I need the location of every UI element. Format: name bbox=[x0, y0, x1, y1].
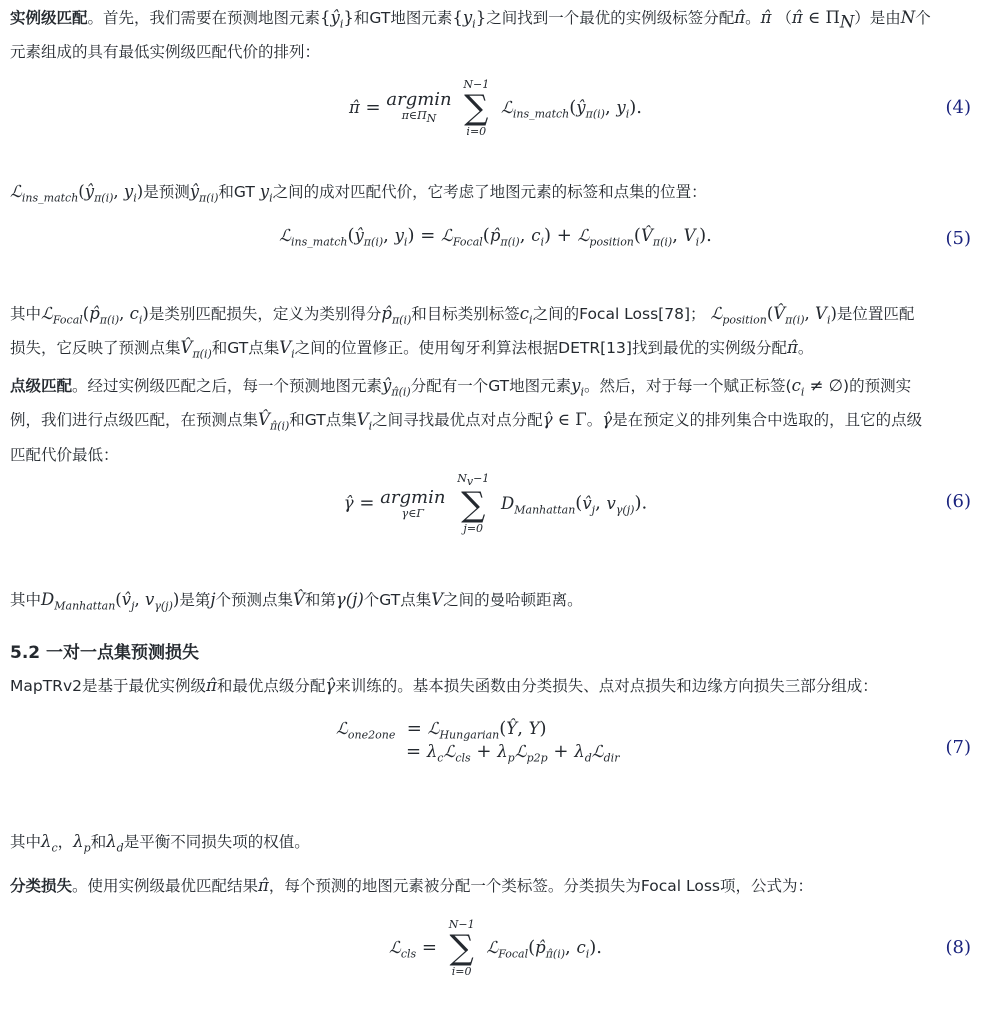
equation-number-5: (5) bbox=[945, 228, 971, 249]
bold-term: 点级匹配 bbox=[10, 377, 73, 395]
equation-number-4: (4) bbox=[945, 97, 971, 118]
equation-6: γ̂ = argmin γ∈Γ $N_v-1$ ∑ j=0 $D_{Manhattan}(v̂_j$, $v_{\gamma(j)}$). bbox=[343, 472, 648, 536]
paragraph-point-matching: 点级匹配。经过实例级匹配之后，每一个预测地图元素$ŷ_{\pî(i)}$分配有一个GT地图元素$y_i$。然后，对于每一个赋正标签($c_i$ ≠ ∅)的预测实 例，我们进行点级匹配，在预测点集$V̂_{\pî(i)}$和GT点集$V_i$之间寻找最优点对点分配γ̂ ∈ Γ。γ̂是在预定义的排列集合中选取的，且它的点级 匹配代价最低： bbox=[10, 376, 923, 464]
paragraph-weights: 其中$\lambda_c$，$\lambda_p$和$\lambda_d$是平衡不同损失项的权值。 bbox=[10, 832, 310, 855]
paragraph-manhattan: 其中$D_{Manhattan}(v̂_j$, $v_{\gamma(j)}$)是第j个预测点集V̂和第γ(j)个GT点集V之间的曼哈顿距离。 bbox=[10, 590, 583, 613]
equation-number-8: (8) bbox=[945, 937, 971, 958]
equation-7: ℒ$_{one2one}$ = ℒ$_{Hungarian}$(Ŷ, Y) = $\lambda_cℒ_{cls}$ + $\lambda_pℒ_{p2p}$ + $\lambda_dℒ_{dir}$ bbox=[336, 718, 620, 765]
equation-number-7: (7) bbox=[945, 737, 971, 758]
bold-term: 实例级匹配 bbox=[10, 9, 88, 27]
equation-4: π̂ = argmin $\pi\in\Pi_N$ N−1 ∑ i=0 $ℒ_{ins\_match}(ŷ_{\pi(i)}$, $y_i$). bbox=[348, 78, 643, 138]
paragraph-classification-loss: 分类损失。使用实例级最优匹配结果π̂，每个预测的地图元素被分配一个类标签。分类损失为Focal Loss项，公式为： bbox=[10, 876, 813, 895]
paragraph-instance-matching: 实例级匹配。首先，我们需要在预测地图元素$\{ŷ_i\}$和GT地图元素$\{y_i\}$之间找到一个最优的实例级标签分配π̂。π̂ （π̂ ∈ $\Pi_N$）是由N个 元素组成的具有最低实例级匹配代价的排列： bbox=[10, 8, 931, 62]
equation-number-6: (6) bbox=[945, 491, 971, 512]
paragraph-maptrv2: MapTRv2是基于最优实例级π̂和最优点级分配γ̂来训练的。基本损失函数由分类损失、点对点损失和边缘方向损失三部分组成： bbox=[10, 676, 878, 695]
equation-5: $ℒ_{ins\_match}(ŷ_{\pi(i)}$, $y_i$) = $ℒ_{Focal}(p̂_{\pi(i)}$, $c_i$) + $ℒ_{position}(V̂_{\pi(i)}$, $V_i$). bbox=[279, 225, 712, 249]
paragraph-pairwise-cost: $ℒ_{ins\_match}(ŷ_{\pi(i)}$, $y_i$)是预测$ŷ_{\pi(i)}$和GT $y_i$之间的成对匹配代价，它考虑了地图元素的标签和点集的位置： bbox=[10, 182, 707, 205]
bold-term: 分类损失 bbox=[10, 877, 73, 895]
section-heading: 5.2 一对一点集预测损失 bbox=[10, 643, 200, 663]
equation-8: ℒ$_{cls}$ = N−1 ∑ i=0 $ℒ_{Focal}(p̂_{\pî(i)}$, $c_i$). bbox=[388, 918, 603, 978]
paragraph-focal-position: 其中$ℒ_{Focal}(p̂_{\pi(i)}$, $c_i$)是类别匹配损失，定义为类别得分$p̂_{\pi(i)}$和目标类别标签$c_i$之间的Focal Loss[78]； $ℒ_{position}(V̂_{\pi(i)}$, $V_i$)是位置匹配 损失，它反映了预测点集$V̂_{\pi(i)}$和GT点集$V_i$之间的位置修正。使用匈牙利算法根据DETR[13]找到最优的实例级分配π̂。 bbox=[10, 304, 915, 361]
